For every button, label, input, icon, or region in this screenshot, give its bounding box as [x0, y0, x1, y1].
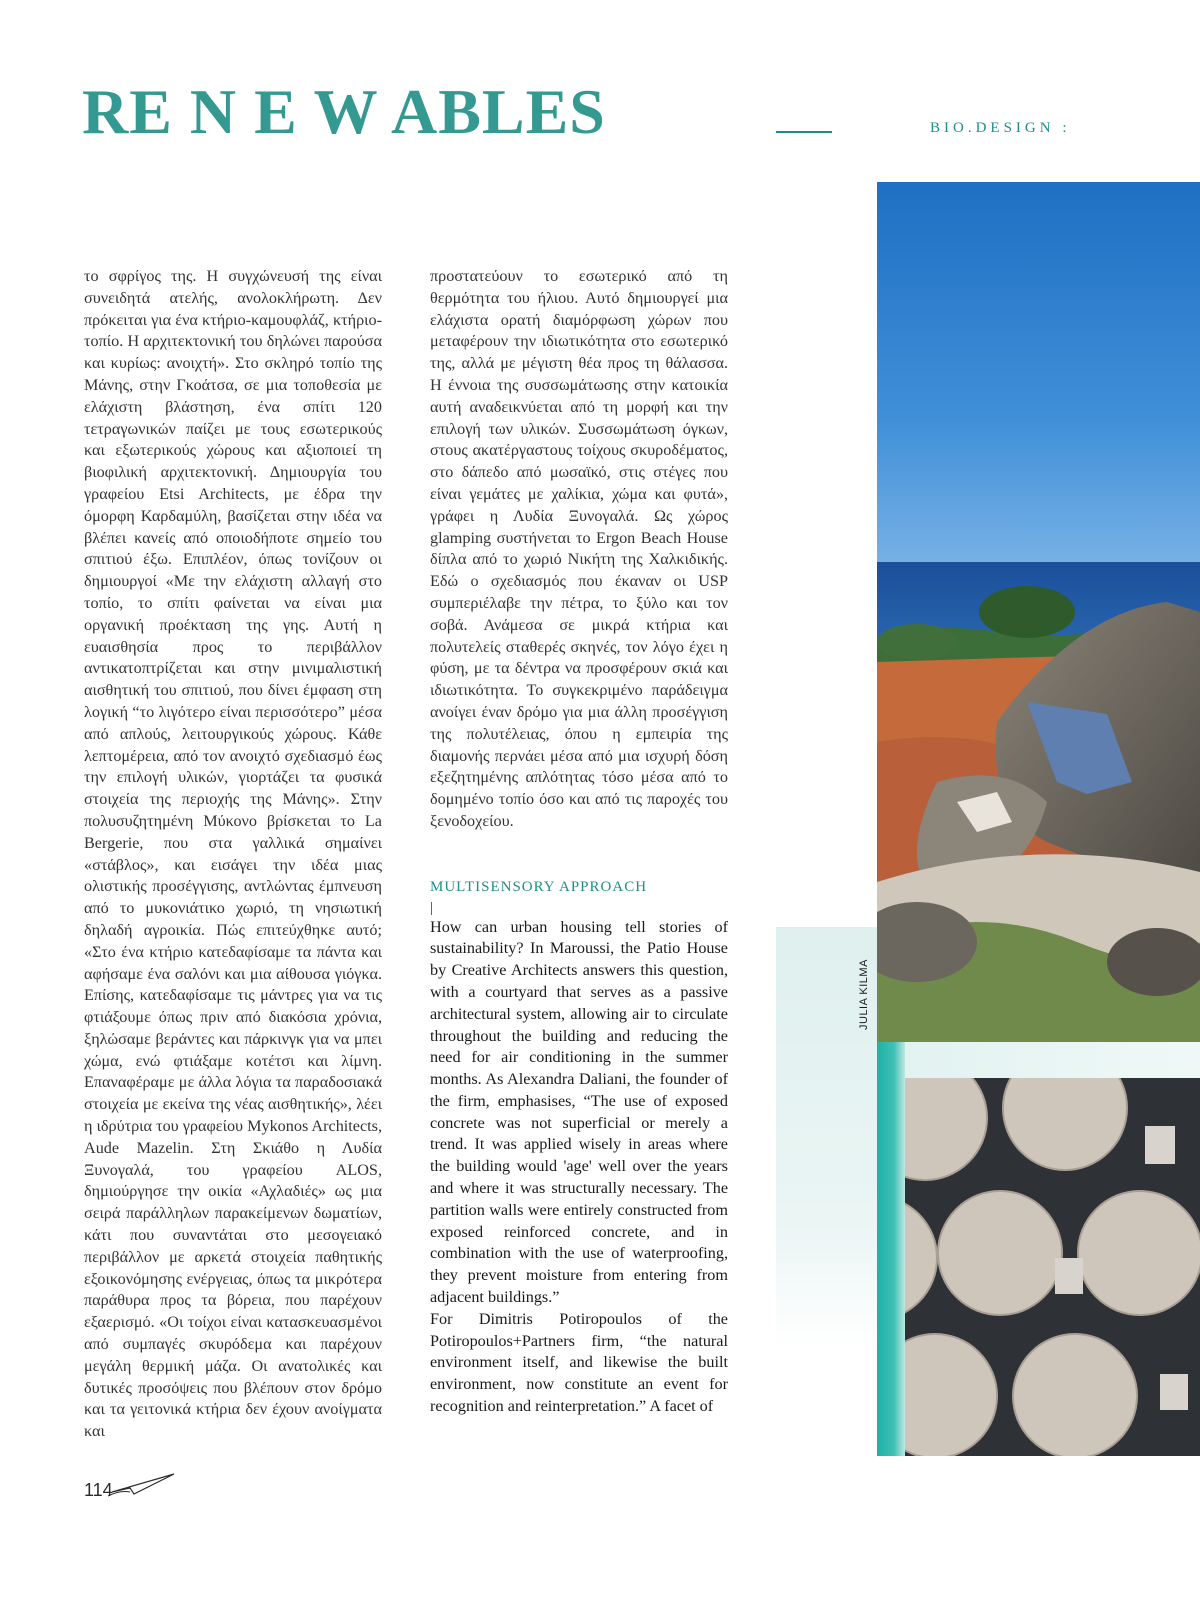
page-number: 114 — [84, 1480, 113, 1500]
teal-accent-strip — [877, 1042, 905, 1456]
right-column-text: προστατεύουν το εσωτερικό από τη θερμότητα του ήλιου. Αυτό δημιουργεί μια ελάχιστα ορατή διαμόρφωση χώρων που μεταφέρουν την ιδιωτικότητα στο εσωτερικό της, αλλά με μέγιστη θέα προς τη θάλασσα. Η έννοια της συσσωμάτωσης στην κατοικία αυτή αναδεικνύεται από τη μορφή και την επιλογή των υλικών. Συσσωμάτωση όγκων, στους ακατέργαστους τοίχους σκυροδέματος, στο δάπεδο από μωσαϊκό, στις στέγες που είναι γεμάτες με χαλίκια, χώμα και φυτά», γράφει η Λυδία Ξυνογαλά. Ως χώρος glamping συστήνεται το Ergon Beach House δίπλα από το χωριό Νικήτη της Χαλκιδικής. Εδώ ο σχεδιασμός που έκαναν οι USP συμπεριέλαβε την πέτρα, το ξύλο και τον σοβά. Ανάμεσα σε μικρά κτήρια και πολυτελείς σταθερές σκηνές, τον λόγο έχει η φύση, με τα δέντρα να προσφέρουν σκιά και ιδιωτικότητα. Το συγκεκριμένο παράδειγμα ανοίγει έναν δρόμο για μια άλλη προσέγγιση της πολυτέλειας, όπου η εμπειρία της διαμονής περνάει μέσα από μια ισχυρή δόση εξεζητημένης απλότητας τόσο μέσα από το δομημένο τοπίο όσο και από τις παροχές του ξενοδοχείου. — [430, 267, 728, 830]
english-paragraph-1: How can urban housing tell stories of sustainability? In Maroussi, the Patio House by Creative Architects answers this question, with a courtyard that serves as a passive architectural system, allowing air to circulate throughout the building and reducing the need for air conditioning in the summer months. As Alexandra Daliani, the founder of the firm, emphasises, “The use of exposed concrete was not superficial or merely a trend. It was applied wisely in areas where the building would 'age' well over the years and where it was structurally necessary. The partition walls were entirely constructed from exposed reinforced concrete, and in combination with the use of waterproofing, they prevent moisture from entering from adjacent buildings.” — [430, 917, 728, 1307]
page-title: RE N E W ABLES — [82, 76, 606, 147]
header-rule — [776, 131, 832, 133]
teal-divider-band — [877, 1042, 1200, 1078]
paper-plane-icon — [106, 1472, 176, 1498]
section-label: BIO.DESIGN : — [930, 120, 1071, 136]
subheading-bar: | — [430, 899, 434, 916]
landscape-photo — [877, 182, 1200, 1042]
concrete-cylinders-photo — [905, 1078, 1200, 1456]
left-column-text: το σφρίγος της. Η συγχώνευσή της είναι συνειδητά ατελής, ανολοκλήρωτη. Δεν πρόκειται για ένα κτήριο-καμουφλάζ, κτήριο-τοπίο. Η αρχιτεκτονική του δηλώνει παρούσα και κυρίως: ανοιχτή». Στο σκληρό τοπίο της Μάνης, στην Γκοάτσα, σε μια τοποθεσία με ελάχιστη βλάστηση, ένα σπίτι 120 τετραγωνικών παίζει με τους εσωτερικούς και εξωτερικούς χώρους και αξιοποιεί τη βιοφιλική αρχιτεκτονική. Δημιουργία του γραφείου Etsi Architects, με έδρα την όμορφη Καρδαμύλη, βασίζεται στην ιδέα να βλέπει κανείς από οποιοδήποτε σημείο του σπιτιού έξω. Επιπλέον, όπως τονίζουν οι δημιουργοί «Με την ελάχιστη αλλαγή στο τοπίο, το σπίτι φαίνεται να είναι μια οργανική προέκταση της γης. Αυτή η ευαισθησία προς το περιβάλλον αντικατοπτρίζεται και στην μινιμαλιστική αισθητική του σπιτιού, που δίνει έμφαση στη λογική “το λιγότερο είναι περισσότερο” μέσα από απλούς, λειτουργικούς χώρους. Κάθε λεπτομέρεια, από τον ανοιχτό σχεδιασμό έως την επιλογή υλικών, γιορτάζει τα φυσικά στοιχεία της περιοχής της Μάνης». Στην πολυσυζητημένη Μύκονο βρίσκεται το La Bergerie, που στα γαλλικά σημαίνει «στάβλος», και εισάγει την ιδέα μιας ολιστικής προσέγγισης, αντλώντας έμπνευση από το μυκονιάτικο χωριό, τη νησιωτική δηλαδή αγροικία. Πώς επιτεύχθηκε αυτό; «Στο ένα κτήριο κατεδαφίσαμε τα πάντα και αφήσαμε ένα σαλόνι και μια αίθουσα γιόγκα. Επίσης, κατεδαφίσαμε τις μάντρες για να τις φτιάξουμε όπως πριν από διακόσια χρόνια, ξηλώσαμε βεράντες και πάρκινγκ για να μπει χώμα, ενώ φτιάξαμε κοτέτσι και λίμνη. Επαναφέραμε με άλλα λόγια τα παραδοσιακά στοιχεία με εκείνα της νέας αισθητικής», λέει η ιδρύτρια του γραφείου Mykonos Architects, Aude Mazelin. Στη Σκιάθο η Λυδία Ξυνογαλά, του γραφείου ALOS, δημιούργησε την οικία «Αχλαδιές» ως μια σειρά παράλληλων παρακείμενων δωματίων, κάτι που συναντάται στο μεσογειακό περιβάλλον με αρκετά στοιχεία παθητικής εξοικονόμησης ενέργειας, όπως τα μικρότερα παράθυρα προς τα βόρεια, που παρέχουν εξαερισμό. «Οι τοίχοι είναι κατασκευασμένοι από συμπαγές σκυρόδεμα και παρέχουν μεγάλη θερμική μάζα. Οι ανατολικές και δυτικές προσόψεις που βλέπουν στον δρόμο και τα γειτονικά κτήρια δεν έχουν ανοίγματα και — [84, 267, 382, 1441]
english-paragraph-2: For Dimitris Potiropoulos of the Potiropoulos+Partners firm, “the natural environment itself, and likewise the built environment, now constitute an event for recognition and reinterpretation.” A facet of — [430, 1309, 728, 1416]
photo-credit: JULIA KILMA — [858, 959, 870, 1030]
right-column — [430, 266, 728, 1418]
left-column — [84, 266, 382, 1443]
subheading: MULTISENSORY APPROACH — [430, 878, 648, 895]
